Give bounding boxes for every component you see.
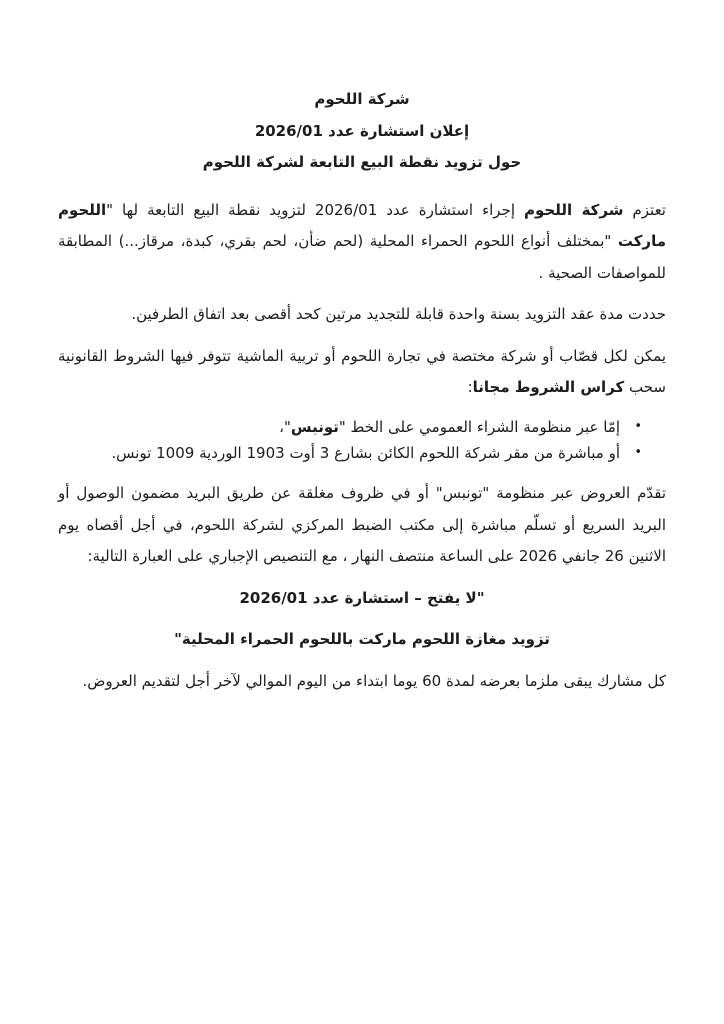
company-name-title: شركة اللحوم [314,90,410,108]
eligibility-paragraph [58,341,666,404]
online-option-text [58,414,620,440]
bullet-icon: • [634,444,642,460]
intro-segment-3: "بمختلف أنواع اللحوم الحمراء المحلية (لحم ضأن، لحم بقري، كبدة، مرقاز...) المطابقة للمواصفات الصحية . [58,232,666,282]
document-header [58,84,666,179]
tuneps-name-bold: تونبس [290,417,339,436]
submission-paragraph: تقدّم العروض عبر منظومة "تونبس" أو في ظروف مغلقة عن طريق البريد مضمون الوصول أو البريد السريع أو تسلّم مباشرة إلى مكتب الضبط المركزي لشركة اللحوم، في أجل أقصاه يوم الاثنين 26 جانفي 2026 على الساعة منتصف النهار ، مع التنصيص الإجباري على العبارة التالية: [58,484,666,565]
online-option-segment-2: "، [279,417,291,436]
envelope-label-line-1: "لا يفتح – استشارة عدد 2026/01 [239,588,485,607]
list-item-online-option [58,414,642,440]
announcement-subject-title: حول تزويد نقطة البيع التابعة لشركة اللحوم [202,153,522,171]
eligibility-segment-2: : [467,378,473,396]
envelope-label-line-2: تزويد مغازة اللحوم ماركت باللحوم الحمراء المحلية" [174,630,550,648]
intro-segment-1: تعتزم [623,200,666,219]
eligibility-segment-1: يمكن لكل قصّاب أو شركة مختصة في تجارة اللحوم أو تربية الماشية تتوفر فيها الشروط القانونية سحب [58,346,666,396]
eligibility-terms-bold: كراس الشروط مجانا [472,378,625,396]
offer-validity-paragraph: كل مشارك يبقى ملزما بعرضه لمدة 60 يوما ابتداء من اليوم الموالي لآخر أجل لتقديم العروض. [82,671,666,690]
intro-market-name-bold: اللحوم ماركت [58,200,666,250]
announcement-number-title: إعلان استشارة عدد 2026/01 [254,121,470,140]
intro-paragraph [58,195,666,290]
office-option-text: أو مباشرة من مقر شركة اللحوم الكائن بشارع 3 أوت 1903 الوردية 1009 تونس. [111,443,620,462]
contract-duration-paragraph: حددت مدة عقد التزويد بسنة واحدة قابلة للتجديد مرتين كحد أقصى بعد اتفاق الطرفين. [131,305,666,323]
bullet-icon: • [634,418,642,434]
intro-company-bold: شركة اللحوم [524,200,624,219]
list-item-office-option [58,440,642,466]
intro-segment-2: إجراء استشارة عدد 2026/01 لتزويد نقطة البيع التابعة لها " [106,200,525,219]
withdrawal-options-list [58,414,666,467]
online-option-segment-1: إمّا عبر منظومة الشراء العمومي على الخط " [338,417,620,436]
